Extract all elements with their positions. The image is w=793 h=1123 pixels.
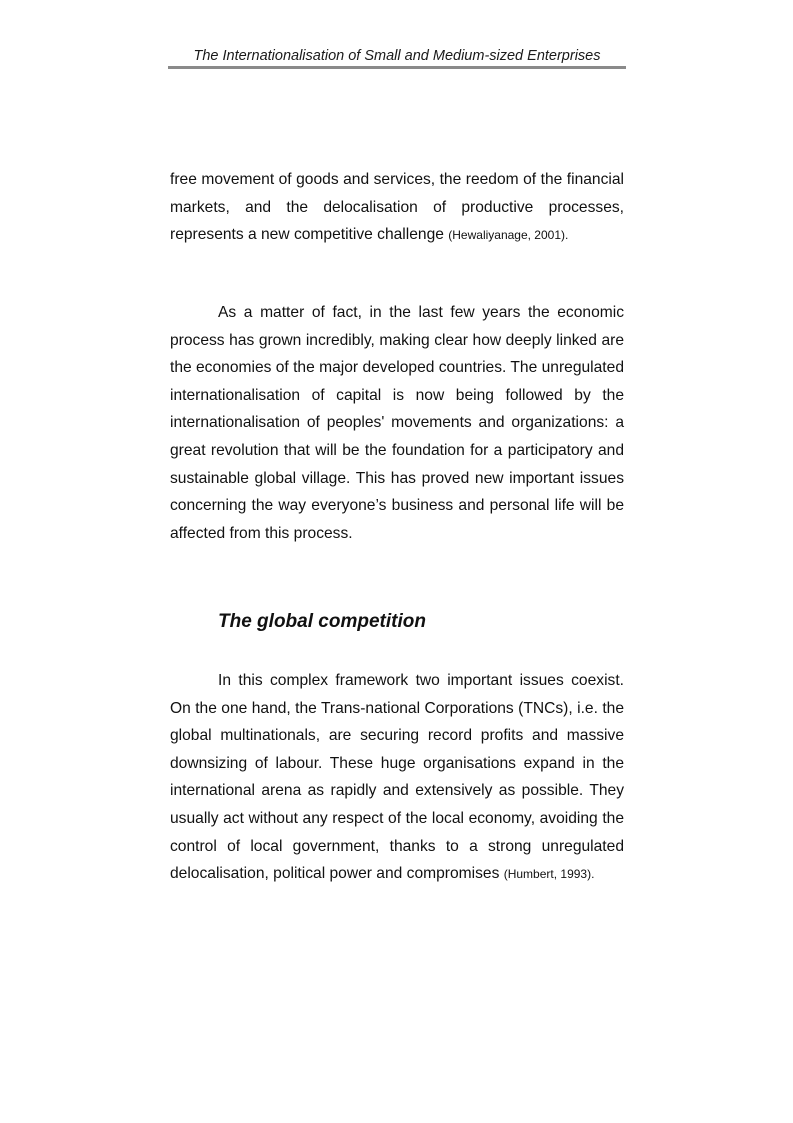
running-header-title: The Internationalisation of Small and Medium-sized Enterprises <box>193 48 601 64</box>
header-rule <box>168 66 626 69</box>
paragraph-3-text: In this complex framework two important issues coexist. On the one hand, the Trans-national Corporations (TNCs), i.e. the global multinationals, are securing record profits and massive downsizing of labour. These huge organisations expand in the international arena as rapidly and extensively as possible. They usually act without any respect of the local economy, avoiding the control of local government, thanks to a strong unregulated delocalisation, political power and compromises <box>170 672 624 883</box>
paragraph-1 <box>170 166 624 250</box>
paragraph-2: As a matter of fact, in the last few years the economic process has grown incredibly, making clear how deeply linked are the economies of the major developed countries. The unregulated internationalisation of capital is now being followed by the internationalisation of peoples' movements and organizations: a great revolution that will be the foundation for a participatory and sustainable global village. This has proved new important issues concerning the way everyone’s business and personal life will be affected from this process. <box>170 304 624 542</box>
paragraph-3 <box>170 667 624 889</box>
section-heading: The global competition <box>218 611 426 632</box>
paragraph-1-text: free movement of goods and services, the reedom of the financial markets, and the delocalisation of productive processes, represents a new competitive challenge <box>170 171 624 244</box>
citation-hewaliyanage: (Hewaliyanage, 2001). <box>448 228 569 243</box>
citation-humbert: (Humbert, 1993). <box>503 867 595 882</box>
